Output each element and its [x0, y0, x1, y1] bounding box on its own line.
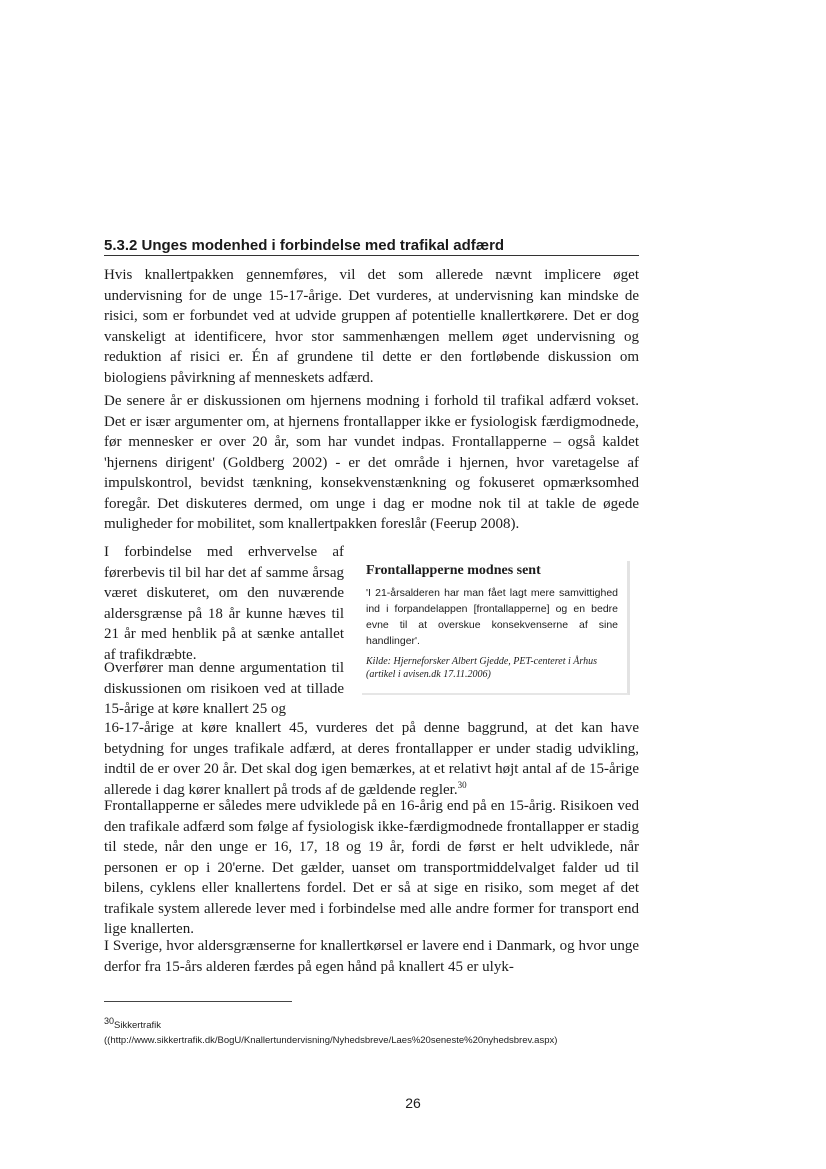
paragraph-4-start: Overfører man denne argumentation til diskussionen om risikoen ved at tillade 15-årige at køre knallert 25 og: [104, 660, 344, 717]
footnote-url: ((http://www.sikkertrafik.dk/BogU/Knallertundervisning/Nyhedsbreve/Laes%20seneste%20nyhedsbrev.aspx): [104, 1035, 558, 1046]
footnote-label: [104, 1015, 704, 1033]
page-number: 26: [405, 1095, 421, 1111]
footnote-reference: 30: [457, 779, 467, 790]
paragraph-4-end-text: 16-17-årige at køre knallert 45, vurderes det på denne baggrund, at det kan have betydning for unges trafikale adfærd, at deres frontallapper er under stadig udvikling, indtil de er over 20 år. Det skal dog igen bemærkes, at et relativt højt antal af de 15-årige allerede i dag kører knallert på trods af de gældende regler.: [104, 720, 639, 798]
sidebox-quote: 'I 21-årsalderen har man fået lagt mere samvittighed ind i forpandelappen [frontallapperne] og en bedre evne til at overskue konsekvenserne af sine handlinger'.: [366, 587, 618, 647]
paragraph-1: Hvis knallertpakken gennemføres, vil det som allerede nævnt implicere øget undervisning for de unge 15-17-årige. Det vurderes, at undervisning kan mindske de risici, som er forbundet ved at udvide gruppen af potentielle knallertkørere. Det er dog vanskeligt at identificere, hvor stor sammenhængen mellem øget undervisning og reduktion af risici er. Én af grundene til dette er den fortløbende diskussion om biologiens påvirkning af menneskets adfærd.: [104, 267, 639, 386]
paragraph-5: Frontallapperne er således mere udviklede på en 16-årig end på en 15-årig. Risikoen ved den trafikale adfærd som følge af fysiologisk ikke-færdigmodnede frontallapper er stadig til stede, når den unge er 16, 17, 18 og 19 år, fordi de først er helt udviklede, når personen er op i 20'erne. Det gælder, uanset om transportmiddelvalget falder ud til bilens, cyklens eller knallertens fordel. Det er så at sige en risiko, som meget af det trafikale system allerede lever med i forbindelse med alle andre former for transport end lige knallerten.: [104, 798, 639, 937]
paragraph-3: I forbindelse med erhvervelse af førerbevis til bil har det af samme årsag været diskuteret, om den nuværende aldersgrænse på 18 år kunne hæves til 21 år med henblik på at sænke antallet af trafikdræbte.: [104, 544, 344, 663]
paragraph-6: I Sverige, hvor aldersgrænserne for knallertkørsel er lavere end i Danmark, og hvor unge derfor fra 15-års alderen færdes på egen hånd på knallert 45 er ulyk-: [104, 938, 639, 975]
paragraph-4-end: [104, 718, 639, 800]
quote-sidebox: [358, 557, 624, 689]
sidebox-shadow-edge: [627, 561, 630, 695]
footnote-number: 30: [104, 1015, 115, 1026]
sidebox-title: Frontallapperne modnes sent: [366, 563, 541, 578]
footnote-label-text: Sikkertrafik: [114, 1020, 161, 1031]
footnote-divider: [104, 1001, 292, 1002]
sidebox-shadow-bottom: [362, 693, 628, 695]
paragraph-2: De senere år er diskussionen om hjernens modning i forhold til trafikal adfærd vokset. Det er især argumenter om, at hjernens frontallapper ikke er fysiologisk færdigmodnede, før mennesker er over 20 år, som har vundet indpas. Frontallapperne – også kaldet 'hjernens dirigent' (Goldberg 2002) - er det område i hjernen, hvor varetagelse af impulskontrol, bevidst tænkning, konsekvenstænkning og fokuseret opmærksomhed foregår. Det diskuteres dermed, om unge i dag er modne nok til at takle de øgede muligheder for mobilitet, som knallertpakken foreslår (Feerup 2008).: [104, 393, 639, 532]
section-heading: 5.3.2 Unges modenhed i forbindelse med trafikal adfærd: [104, 237, 639, 256]
sidebox-source: Kilde: Hjerneforsker Albert Gjedde, PET-centeret i Århus (artikel i avisen.dk 17.11.2006): [366, 656, 597, 680]
